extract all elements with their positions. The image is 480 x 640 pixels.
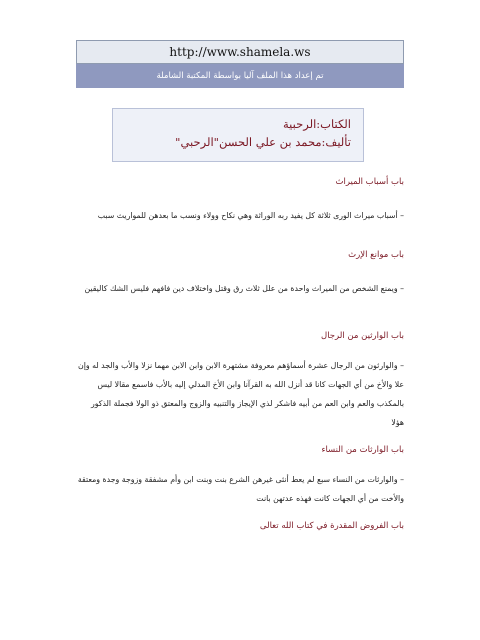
section-heading: باب أسباب الميراث: [335, 177, 404, 187]
section-heading: باب الفروض المقدرة في كتاب الله تعالى: [259, 521, 404, 531]
library-note-bar: [76, 64, 404, 88]
section-fixed-shares: [76, 519, 404, 533]
section-text: – ويمنع الشخص من الميراث واحدة من علل ثلاث رق وقتل واختلاف دين فافهم فليس الشك كاليقين: [84, 284, 404, 293]
book-info-box: [112, 108, 364, 162]
book-title: الكتاب:الرحبية: [283, 117, 351, 131]
section-inheritance-barriers: [76, 248, 404, 298]
book-author: تأليف:محمد بن علي الحسن"الرحبي": [175, 135, 351, 149]
section-female-heirs: [76, 443, 404, 508]
source-url-box: [76, 40, 404, 64]
section-heading: باب الوارثات من النساء: [321, 445, 404, 455]
section-heading: باب الوارثين من الرجال: [321, 331, 404, 341]
section-heading: باب موانع الإرث: [348, 250, 404, 260]
section-male-heirs: [76, 329, 404, 432]
section-text: – والوارثون من الرجال عشرة أسماؤهم معروفة مشتهرة الابن وابن الابن مهما نزلا والأب والجد له وإن علا والأخ من أي الجهات كانا قد أنزل الله به القرآنا وابن الأخ المدلي إليه بالأب فاسمع مقالا ليس بالمكذب والعم وابن العم من أبيه فاشكر لذي الإيجاز والتنبيه والزوج والمعتق ذو الولا فجملة الذكور هؤلا: [78, 361, 404, 427]
library-note: تم إعداد هذا الملف آليا بواسطة المكتبة الشاملة: [156, 71, 324, 81]
section-inheritance-causes: [76, 175, 404, 225]
section-text: – أسباب ميراث الورى ثلاثة كل يفيد ربه الوراثة وهي نكاح وولاء ونسب ما بعدهن للمواريث سبب: [97, 211, 404, 220]
section-text: – والوارثات من النساء سبع لم يعط أنثى غيرهن الشرع بنت وبنت ابن وأم مشفقة وزوجة وجدة ومعتقة والأخت من أي الجهات كانت فهذه عدتهن بانت: [77, 475, 404, 503]
source-url[interactable]: http://www.shamela.ws: [169, 45, 311, 59]
